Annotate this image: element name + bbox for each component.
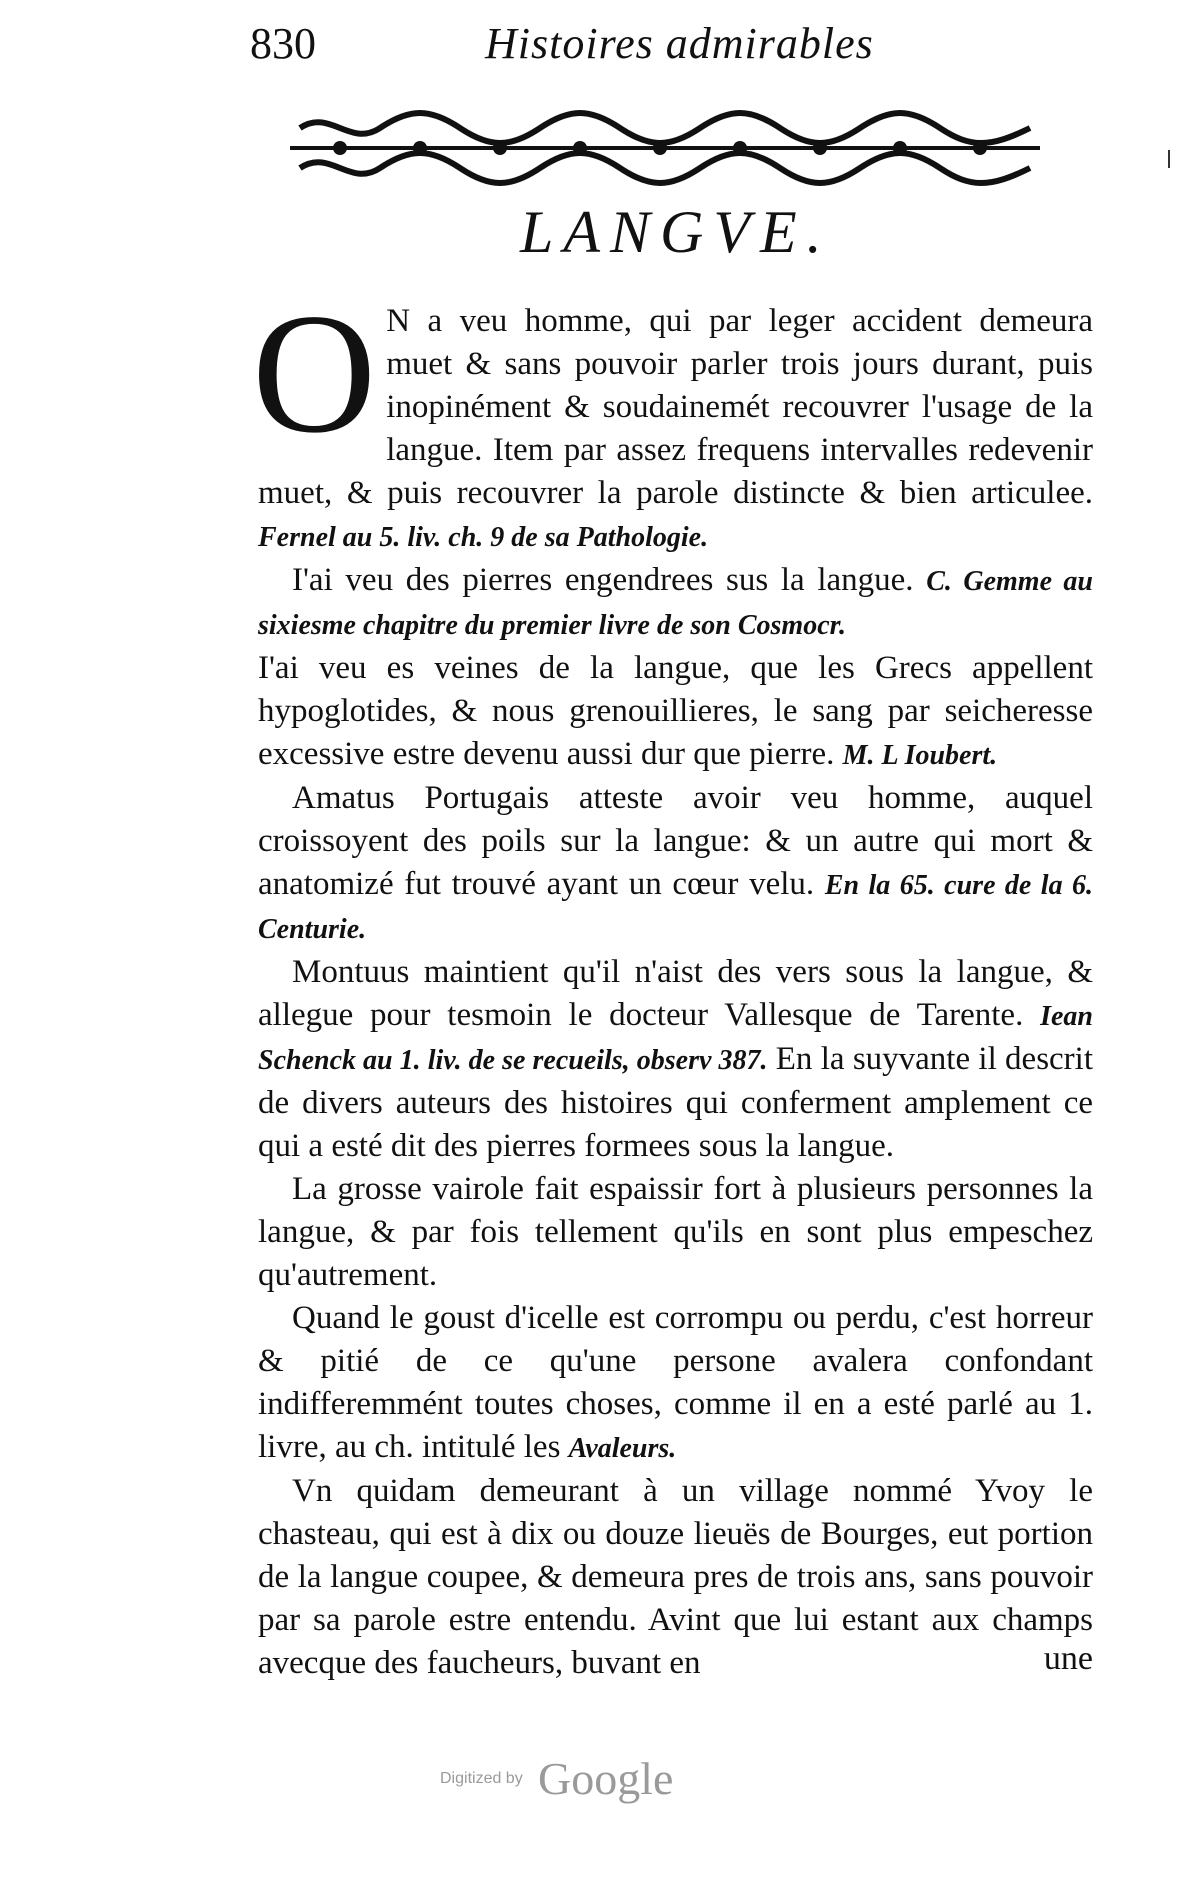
page-header	[250, 18, 910, 76]
margin-reference: Avaleurs.	[568, 1433, 677, 1464]
decorative-headpiece	[290, 108, 1040, 188]
paragraph-1	[252, 279, 1093, 559]
catchword: une	[1043, 1640, 1093, 1677]
digitized-label: Digitized by	[440, 1770, 523, 1787]
drop-cap: O	[252, 279, 377, 469]
paragraph-text: I'ai veu es veines de la langue, que les Grecs appellent hypoglotides, & nous grenouillieres, le sang par seicheresse excessive estre devenu aussi dur que pierre.	[258, 650, 1093, 772]
paragraph-text: Quand le goust d'icelle est corrompu ou perdu, c'est horreur & pitié de ce qu'une persone avalera confondant indifferemmént toutes choses, comme il en a esté parlé au 1. livre, au ch. intitulé les	[258, 1300, 1093, 1465]
paragraph-text: Amatus Portugais atteste avoir veu homme, auquel croissoyent des poils sur la langue: & un autre qui mort & anatomizé fut trouvé ayant un cœur velu.	[258, 780, 1093, 902]
page-number: 830	[250, 19, 316, 68]
running-title: Histoires admirables	[485, 19, 874, 68]
margin-reference: M. L Ioubert.	[842, 740, 998, 771]
paragraph-3	[258, 647, 1093, 777]
google-watermark: Google	[538, 1753, 674, 1804]
margin-reference: C. Gemme au sixiesme chapitre du premier livre de son Cosmocr.	[258, 566, 1093, 641]
paragraph-7	[258, 1297, 1093, 1470]
paragraph-text: Vn quidam demeurant à un village nommé Yvoy le chasteau, qui est à dix ou douze lieuës de Bourges, eut portion de la langue coupee, & demeura pres de trois ans, sans pouvoir par sa parole estre entendu. Avint que lui estant aux champs avecque des faucheurs, buvant en	[258, 1473, 1093, 1681]
margin-reference: En la 65. cure de la 6. Centurie.	[258, 870, 1093, 945]
chapter-title: LANGVE.	[520, 199, 832, 265]
paragraph-6	[258, 1168, 1093, 1297]
margin-reference: Iean Schenck au 1. liv. de se recueils, observ 387.	[258, 1001, 1093, 1076]
paragraph-2	[258, 559, 1093, 647]
paragraph-text: I'ai veu des pierres engendrees sus la langue.	[292, 562, 914, 598]
body-text	[252, 279, 1094, 1685]
paragraph-text: N a veu homme, qui par leger accident demeura muet & sans pouvoir parler trois jours durant, puis inopinément & soudainemét recouvrer l'usage de la langue. Item par assez frequens intervalles redevenir muet, & puis recouvrer la parole distincte & bien articulee.	[258, 303, 1093, 511]
margin-reference: Fernel au 5. liv. ch. 9 de sa Pathologie.	[258, 522, 709, 553]
paragraph-text: Montuus maintient qu'il n'aist des vers sous la langue, & allegue pour tesmoin le docteur Vallesque de Tarente.	[258, 954, 1093, 1033]
paragraph-8	[258, 1470, 1093, 1685]
paragraph-4	[258, 777, 1093, 951]
paragraph-text-continued: En la suyvante il descrit de divers auteurs des histoires qui conferment amplement ce qui a esté dit des pierres formees sous la langue.	[258, 1041, 1094, 1164]
page-edge-mark	[1168, 150, 1170, 168]
paragraph-5	[258, 951, 1093, 1168]
paragraph-text: La grosse vairole fait espaissir fort à plusieurs personnes la langue, & par fois tellement qu'ils en sont plus empeschez qu'autrement.	[258, 1171, 1093, 1293]
